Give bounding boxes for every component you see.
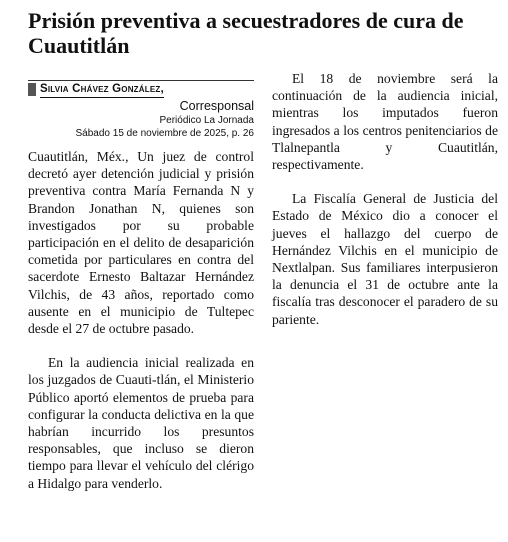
article-paragraph: El 18 de noviembre será la continuación de la audiencia inicial, mientras los imputados fueron ingresados a los centros penitenciarios de Tlalnepantla y Cuautitlán, respectivamente. — [272, 71, 498, 173]
author-name: Silvia Chávez González, — [40, 82, 164, 98]
author-row — [28, 80, 254, 98]
byline-bar-icon — [28, 83, 36, 96]
article-paragraph: En la audiencia inicial realizada en los juzgados de Cuauti-tlán, el Ministerio Público aportó elementos de prueba para configurar la conducta delictiva en la que habrían incurrido los presuntos responsables, que incluso se dieron tiempo para llevar el vehículo del clérigo a Hidalgo para venderlo. — [28, 355, 254, 491]
article-paragraph: Cuautitlán, Méx., Un juez de control decretó ayer detención judicial y prisión preventiva contra María Fernanda N y Brandon Jonathan N, quienes son investigados por su probable participación en el delito de desaparición cometida por particulares en contra del sacerdote Ernesto Baltazar Hernández Vilchis, de 43 años, reportado como ausente en el municipio de Tultepec desde el 27 de octubre pasado. — [28, 149, 254, 337]
byline — [28, 80, 254, 140]
article-column-right — [272, 70, 498, 328]
article-column-left — [28, 148, 254, 492]
publication-name: Periódico La Jornada — [159, 115, 254, 126]
article-headline: Prisión preventiva a secuestradores de cura de Cuautitlán — [28, 8, 464, 58]
author-role: Corresponsal — [179, 99, 254, 113]
article-paragraph: La Fiscalía General de Justicia del Estado de México dio a conocer el jueves el hallazgo del cuerpo de Hernández Vilchis en el municipio de Nextlalpan. Sus familiares interpusieron la denuncia el 31 de octubre ante la fiscalía tras desconocer el paradero de su pariente. — [272, 191, 498, 327]
publication-date: Sábado 15 de noviembre de 2025, p. 26 — [75, 128, 254, 139]
